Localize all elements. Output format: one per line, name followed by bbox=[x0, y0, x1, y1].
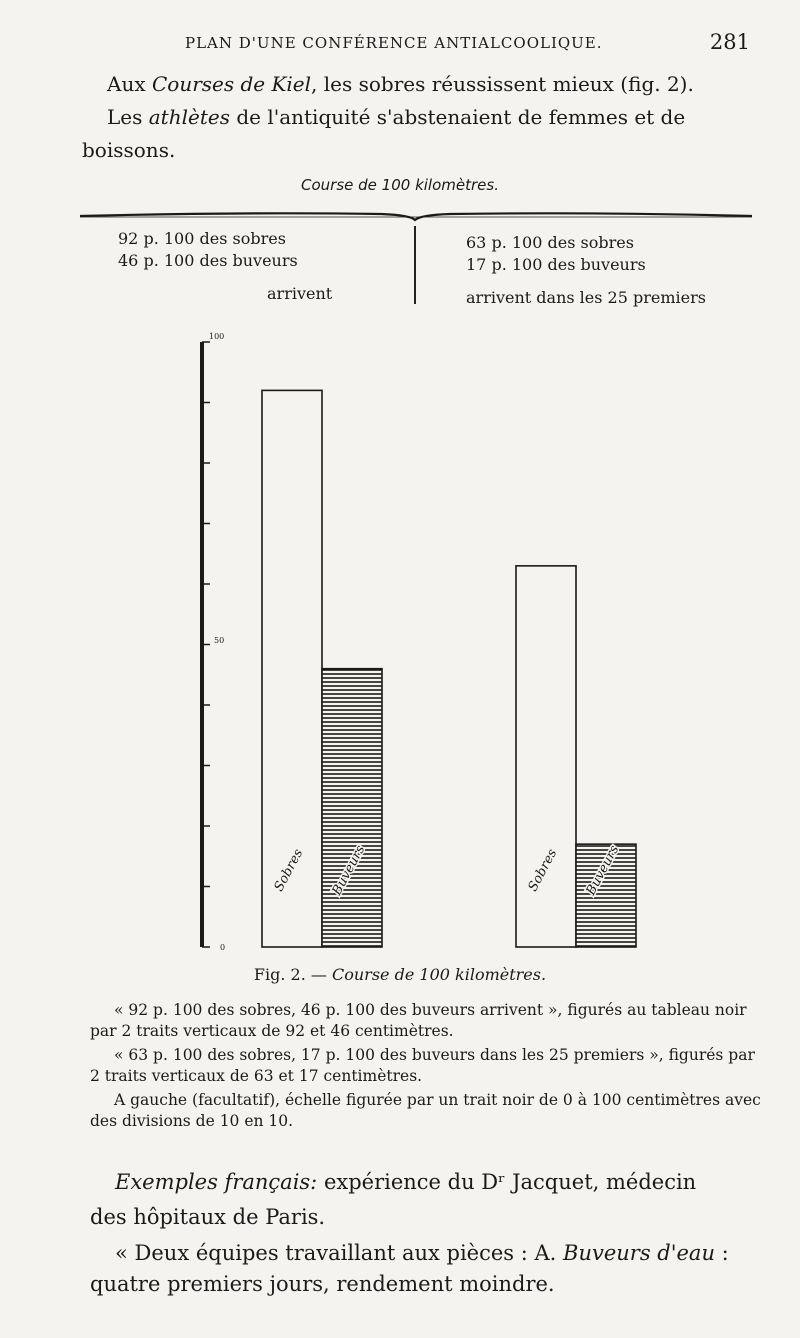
note-2: « 63 p. 100 des sobres, 17 p. 100 des buveurs dans les 25 premiers », figurés par 2 traits verticaux de 63 et 17 centimètres. bbox=[90, 1046, 755, 1085]
brace-rule bbox=[80, 204, 752, 224]
bar-label-buveurs: Buveurs bbox=[329, 842, 369, 898]
intro-line-1: Aux Courses de Kiel, les sobres réussissent mieux (fig. 2). bbox=[107, 72, 694, 96]
right-stat-buveurs: 17 p. 100 des buveurs bbox=[466, 255, 646, 274]
running-head bbox=[185, 30, 750, 60]
left-verb: arrivent bbox=[267, 284, 333, 303]
right-stats bbox=[466, 232, 646, 276]
bar-label-buveurs: Buveurs bbox=[583, 842, 623, 898]
bar-buveurs bbox=[322, 669, 382, 947]
bar-label-sobres: Sobres bbox=[525, 846, 561, 895]
bar-sobres bbox=[516, 566, 576, 947]
intro-line-3: boissons. bbox=[82, 138, 176, 162]
page-number: 281 bbox=[709, 30, 750, 54]
closing-line-2: des hôpitaux de Paris. bbox=[90, 1205, 326, 1229]
bar-chart bbox=[190, 325, 650, 965]
right-stat-sobres: 63 p. 100 des sobres bbox=[466, 233, 634, 252]
right-verb: arrivent dans les 25 premiers bbox=[466, 288, 706, 307]
closing-line-3: « Deux équipes travaillant aux pièces : A. Buveurs d'eau : bbox=[115, 1241, 729, 1265]
note-1: « 92 p. 100 des sobres, 46 p. 100 des buveurs arrivent », figurés au tableau noir par 2 traits verticaux de 92 et 46 centimètres. bbox=[90, 1001, 747, 1040]
running-title: PLAN D'UNE CONFÉRENCE ANTIALCOOLIQUE. bbox=[185, 34, 603, 52]
stats-divider bbox=[414, 226, 416, 304]
left-stat-sobres: 92 p. 100 des sobres bbox=[118, 229, 286, 248]
closing-line-1: Exemples français: expérience du Dʳ Jacquet, médecin bbox=[115, 1170, 697, 1194]
figure-title: Course de 100 kilomètres. bbox=[301, 176, 499, 194]
left-stats bbox=[118, 228, 298, 272]
scale-label-top: 100 bbox=[209, 332, 225, 341]
intro-line-2: Les athlètes de l'antiquité s'abstenaient de femmes et de bbox=[107, 105, 686, 129]
closing-line-4: quatre premiers jours, rendement moindre. bbox=[90, 1272, 555, 1296]
figure-caption: Fig. 2. — Course de 100 kilomètres. bbox=[253, 965, 547, 984]
note-3: A gauche (facultatif), échelle figurée par un trait noir de 0 à 100 centimètres avec des divisions de 10 en 10. bbox=[90, 1091, 761, 1130]
bar-label-sobres: Sobres bbox=[271, 846, 307, 895]
scale-label-bottom: 0 bbox=[220, 943, 226, 952]
scale-label-middle: 50 bbox=[214, 636, 225, 645]
left-stat-buveurs: 46 p. 100 des buveurs bbox=[118, 251, 298, 270]
